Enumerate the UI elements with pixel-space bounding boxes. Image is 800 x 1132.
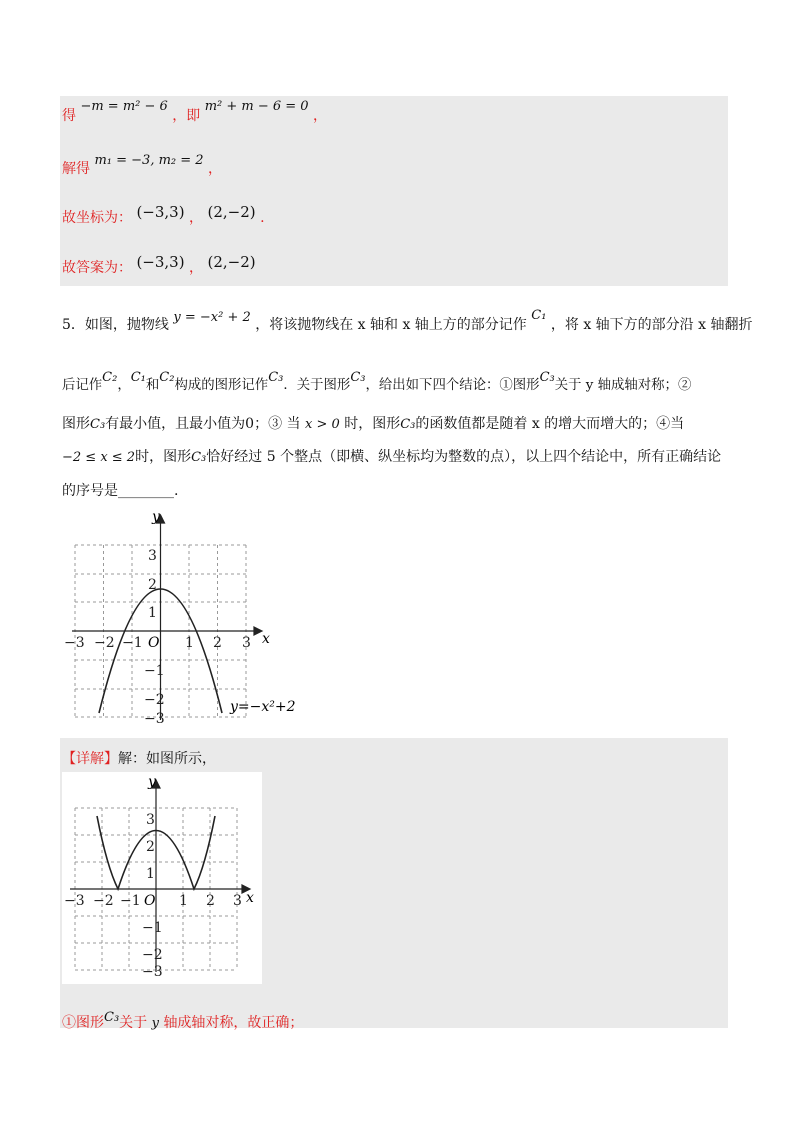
- x-tick: 2: [206, 893, 215, 909]
- problem-line-5: 的序号是________.: [62, 483, 179, 499]
- conclusion-line-1: ①图形C₃关于 y 轴成轴对称，故正确；: [62, 1010, 304, 1031]
- y-tick: 2: [146, 839, 155, 855]
- equation: m₁ = −3, m₂ = 2: [94, 153, 204, 168]
- y-tick: −2: [144, 692, 165, 708]
- coordinate: (−3,3): [136, 253, 185, 271]
- curve-label: C₁: [531, 308, 547, 323]
- y-tick: 3: [146, 812, 155, 828]
- y-tick: 2: [148, 577, 157, 593]
- x-tick: 3: [242, 635, 251, 651]
- y-tick: −3: [142, 964, 163, 980]
- x-tick: 3: [233, 893, 242, 909]
- x-tick: 1: [185, 635, 194, 651]
- x-axis-label: x: [262, 631, 270, 647]
- problem-line-4: −2 ≤ x ≤ 2时，图形C₃恰好经过 5 个整点（即横、纵坐标均为整数的点），以上四个结论中，所有正确结论: [62, 449, 722, 465]
- y-tick: 3: [148, 548, 157, 564]
- coordinate: (2,−2): [207, 253, 256, 271]
- origin-label: O: [144, 893, 156, 909]
- y-tick: −3: [144, 711, 165, 725]
- x-tick: 2: [213, 635, 222, 651]
- solution-line-2: 解得 m₁ = −3, m₂ = 2 ，: [62, 153, 222, 177]
- x-tick: −3: [64, 893, 85, 909]
- y-tick: 1: [148, 605, 157, 621]
- equation: m² + m − 6 = 0: [204, 99, 309, 114]
- solution-line-3: 故坐标为： (−3,3) ， (2,−2) .: [62, 203, 265, 226]
- folded-graph: [62, 772, 262, 984]
- curve-label: y=−x²+2: [230, 699, 296, 715]
- y-axis-label: y: [152, 509, 160, 525]
- equation: y = −x² + 2: [173, 310, 251, 325]
- coordinate: (−3,3): [136, 203, 185, 221]
- x-tick: −1: [120, 893, 141, 909]
- y-tick: −2: [142, 947, 163, 963]
- y-tick: 1: [146, 866, 155, 882]
- y-tick: −1: [144, 663, 165, 679]
- x-axis-label: x: [246, 890, 254, 906]
- solution-line-1: 得 −m = m² − 6 ，即 m² + m − 6 = 0 ，: [62, 99, 328, 124]
- parabola-graph: [62, 505, 302, 725]
- equation: −m = m² − 6: [80, 99, 168, 114]
- origin-label: O: [148, 635, 160, 651]
- x-tick: −2: [93, 893, 114, 909]
- problem-line-3: 图形C₃有最小值，且最小值为0；③ 当 x > 0 时，图形C₃的函数值都是随着 x 的增大而增大的；④当: [62, 416, 685, 432]
- x-tick: −3: [64, 635, 85, 651]
- y-axis-label: y: [148, 774, 156, 790]
- x-tick: 1: [179, 893, 188, 909]
- problem-line-2: 后记作C₂，C₁和C₂构成的图形记作C₃．关于图形C₃，给出如下四个结论：①图形C₃关于 y 轴成轴对称；②: [62, 370, 692, 393]
- problem-line-1: 5．如图，抛物线 y = −x² + 2 ，将该抛物线在 x 轴和 x 轴上方的部分记作 C₁ ，将 x 轴下方的部分沿 x 轴翻折: [62, 308, 753, 333]
- coordinate: (2,−2): [207, 203, 256, 221]
- x-tick: −1: [122, 635, 143, 651]
- solution-line-4: 故答案为： (−3,3) ， (2,−2): [62, 253, 256, 276]
- x-tick: −2: [94, 635, 115, 651]
- detail-heading: 【详解】解：如图所示，: [62, 751, 216, 767]
- y-tick: −1: [142, 920, 163, 936]
